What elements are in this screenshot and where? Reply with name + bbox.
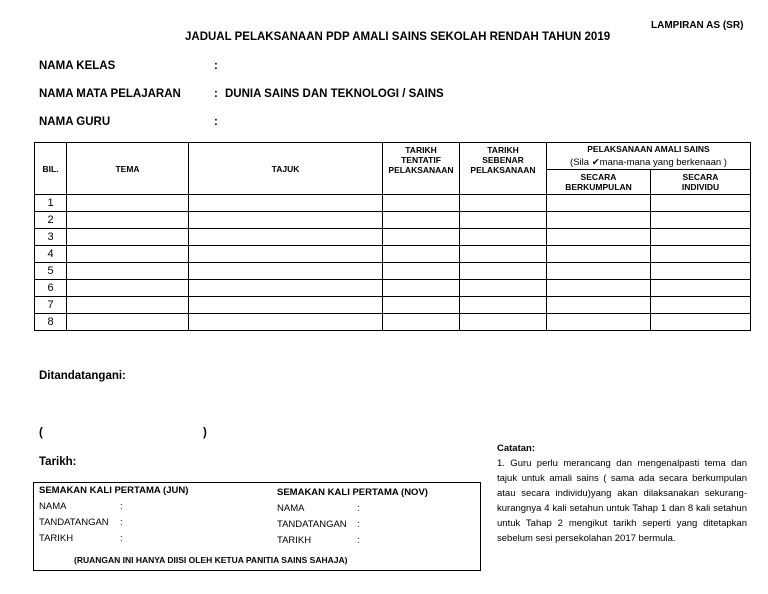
review-nov-tarikh-label: TARIKH — [277, 535, 312, 546]
review-nov-tandatangan-label: TANDATANGAN — [277, 519, 347, 530]
header-berkumpulan: SECARA BERKUMPULAN — [547, 170, 651, 195]
header-tarikh-tentatif: TARIKH TENTATIF PELAKSANAAN — [383, 143, 460, 195]
review-jun-nama-label: NAMA — [39, 501, 67, 512]
table-row: 7 — [35, 297, 751, 314]
field-colon-kelas: : — [214, 60, 218, 72]
review-nov-nama-label: NAMA — [277, 503, 305, 514]
field-value-subject: DUNIA SAINS DAN TEKNOLOGI / SAINS — [225, 88, 444, 100]
lampiran-label: LAMPIRAN AS (SR) — [651, 20, 744, 31]
signature-paren-close: ) — [203, 427, 207, 439]
review-box-note: (RUANGAN INI HANYA DIISI OLEH KETUA PANITIA SAINS SAHAJA) — [74, 555, 348, 565]
field-label-guru: NAMA GURU — [39, 116, 111, 128]
review-jun-title: SEMAKAN KALI PERTAMA (JUN) — [39, 485, 189, 496]
table-row: 2 — [35, 212, 751, 229]
table-row: 5 — [35, 263, 751, 280]
signed-label: Ditandatangani: — [39, 370, 126, 382]
review-jun-tandatangan-label: TANDATANGAN — [39, 517, 109, 528]
review-nov-title: SEMAKAN KALI PERTAMA (NOV) — [277, 487, 428, 498]
table-row: 3 — [35, 229, 751, 246]
review-nov-nama-colon: : — [357, 503, 360, 514]
review-jun-tarikh-label: TARIKH — [39, 533, 74, 544]
date-label: Tarikh: — [39, 456, 77, 468]
field-label-kelas: NAMA KELAS — [39, 60, 116, 72]
signature-paren-open: ( — [39, 427, 43, 439]
review-jun-tandatangan-colon: : — [120, 517, 123, 528]
review-jun-nama-colon: : — [120, 501, 123, 512]
review-box — [33, 482, 481, 571]
header-bil: BIL. — [35, 143, 67, 195]
review-jun-tarikh-colon: : — [120, 533, 123, 544]
header-tajuk: TAJUK — [189, 143, 383, 195]
plan-table — [34, 142, 751, 331]
checkmark-icon: ✔ — [591, 157, 600, 168]
review-nov-tarikh-colon: : — [357, 535, 360, 546]
field-colon-guru: : — [214, 116, 218, 128]
table-row: 4 — [35, 246, 751, 263]
notes-text: 1. Guru perlu merancang dan mengenalpasti tema dan tajuk untuk amali sains ( sama ada secara berkumpulan atau secara individu)yang akan dilaksanakan sekurang-kurangnya 4 kali setahun untuk Tahap 1 dan 8 kali setahun untuk Tahap 2 mengikut tarikh seperti yang ditetapkan sebelum sesi persekolahan 2017 bermula. — [497, 458, 747, 544]
header-tarikh-sebenar: TARIKH SEBENAR PELAKSANAAN — [460, 143, 547, 195]
review-nov-tandatangan-colon: : — [357, 519, 360, 530]
notes-section — [497, 441, 747, 546]
field-label-subject: NAMA MATA PELAJARAN — [39, 88, 181, 100]
header-tema: TEMA — [67, 143, 189, 195]
header-amali: PELAKSANAAN AMALI SAINS (Sila ✔mana-mana yang berkenaan ) — [547, 143, 751, 170]
field-colon-subject: : — [214, 88, 218, 100]
table-row: 1 — [35, 195, 751, 212]
document-title: JADUAL PELAKSANAAN PDP AMALI SAINS SEKOLAH RENDAH TAHUN 2019 — [185, 31, 611, 43]
notes-title: Catatan: — [497, 443, 536, 454]
header-individu: SECARA INDIVIDU — [651, 170, 751, 195]
table-row: 6 — [35, 280, 751, 297]
table-row: 8 — [35, 314, 751, 331]
